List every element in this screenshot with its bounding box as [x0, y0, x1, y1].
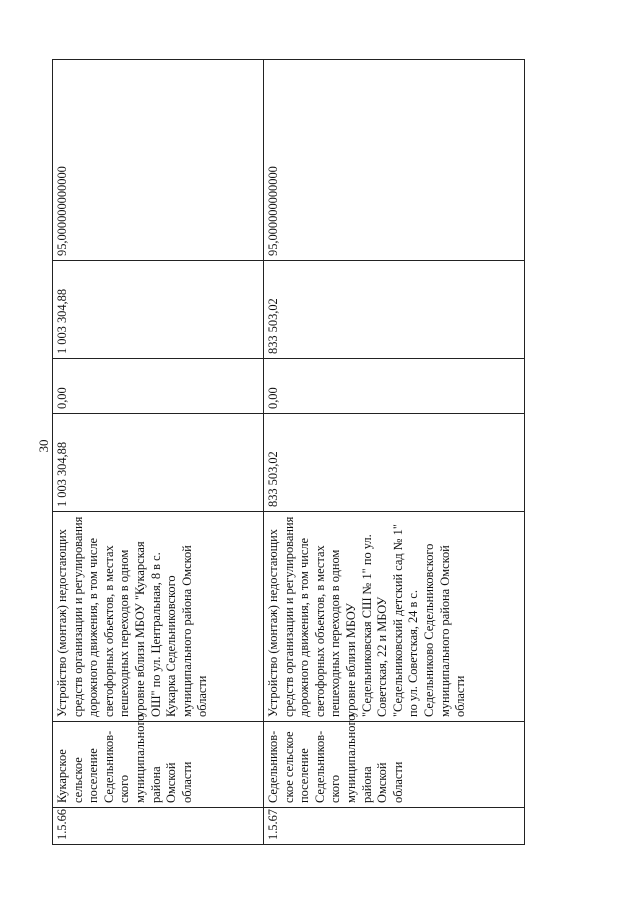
total-amount: 833 503,02: [264, 414, 525, 512]
subsidy-amount: 833 503,02: [264, 261, 525, 359]
row-number: 1.5.67: [264, 808, 525, 845]
table-row: [53, 60, 264, 845]
subsidy-amount: 1 003 304,88: [53, 261, 264, 359]
table-rotation-frame: [52, 60, 522, 845]
project-description: Устройство (монтаж) недостающих средств организации и регулирования дорожного движения, в том числе светофорных объектов, в местах пешеходных переходов в одном уровне вблизи МБОУ "Седельниковская СШ № 1" по ул. Советская, 22 и МБОУ "Седельниковский детский сад № 1" по ул. Советская, 24 в с. Седельниково Седельниковского муниципального района Омской области: [264, 512, 525, 722]
percent-value: 95,000000000000: [53, 60, 264, 261]
zero-amount: 0,00: [264, 359, 525, 414]
page-number: 30: [36, 439, 51, 453]
total-amount: 1 003 304,88: [53, 414, 264, 512]
municipality-name: Кукарское сельское поселение Седельников-ского муниципального района Омской области: [53, 722, 264, 808]
rotated-table-container: [52, 60, 522, 845]
percent-value: 95,000000000000: [264, 60, 525, 261]
zero-amount: 0,00: [53, 359, 264, 414]
table-row: [264, 60, 525, 845]
row-number: 1.5.66: [53, 808, 264, 845]
municipality-name: Седельников-ское сельское поселение Седельников-ского муниципального района Омской области: [264, 722, 525, 808]
data-table: [52, 59, 525, 845]
project-description: Устройство (монтаж) недостающих средств организации и регулирования дорожного движения, в том числе светофорных объектов, в местах пешеходных переходов в одном уровне вблизи МБОУ "Кукарская ОШ" по ул. Центральная, 8 в с. Кукарка Седельниковского муниципального района Омской области: [53, 512, 264, 722]
